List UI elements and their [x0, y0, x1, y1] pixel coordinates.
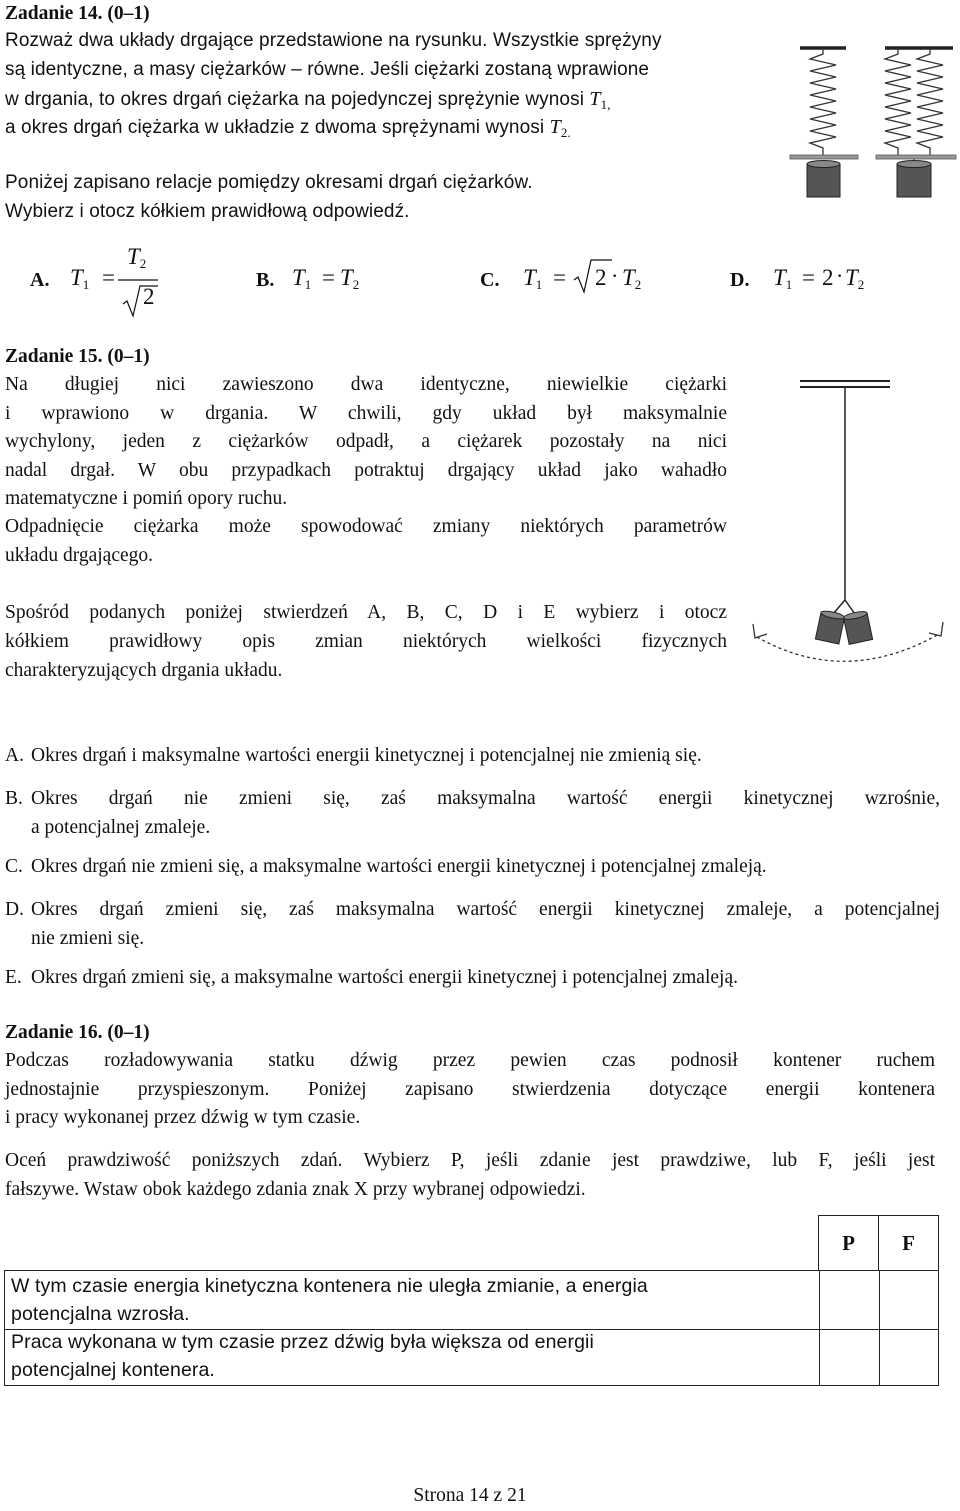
task-16-title: Zadanie 16. (0–1) — [5, 1022, 150, 1043]
answer-c-rhs — [622, 264, 641, 300]
t2-letter: T — [549, 116, 561, 138]
option-b-text-line-2: a potencjalnej zmaleje. — [31, 816, 211, 838]
index: 1 — [304, 277, 312, 292]
task-15-line-5: matematyczne i pomiń opory ruchu. — [5, 488, 288, 509]
option-a-text: Okres drgań i maksymalne wartości energii kinetycznej i potencjalnej nie zmienią się. — [31, 745, 702, 766]
equals-sign: = — [802, 265, 815, 290]
t-letter: T — [127, 244, 140, 269]
option-d-text-line-2: nie zmieni się. — [31, 927, 145, 949]
option-c-label: C. — [5, 856, 23, 877]
pf-row-2-p-cell[interactable] — [819, 1328, 879, 1385]
sqrt-two-number: 2 — [595, 265, 607, 290]
sqrt-two-number: 2 — [143, 284, 155, 309]
index: 2 — [139, 256, 147, 271]
task-16-line-3: i pracy wykonanej przez dźwig w tym czasie. — [5, 1107, 361, 1128]
task-14-text-line-2: są identyczne, a masy ciężarków – równe. Jeśli ciężarki zostaną wprawione — [5, 59, 650, 80]
task-15-line-8: Spośród podanych poniżej stwierdzeń A, B, C, D i E wybierz i otocz — [5, 602, 727, 623]
answer-c-lhs — [523, 264, 542, 300]
task-16-line-4: Oceń prawdziwość poniższych zdań. Wybierz P, jeśli zdanie jest prawdziwe, lub F, jeśli jest — [5, 1150, 935, 1171]
answer-c-label: C. — [480, 269, 500, 291]
option-e-text: Okres drgań zmieni się, a maksymalne wartości energii kinetycznej i potencjalnej zmaleją. — [31, 967, 738, 988]
pf-row-1-f-cell[interactable] — [879, 1271, 939, 1329]
t-letter: T — [292, 265, 305, 290]
option-b-text-line-1: Okres drgań nie zmieni się, zaś maksymalna wartość energii kinetycznej wzrośnie, — [31, 788, 940, 809]
index: 2 — [634, 277, 642, 292]
task-15-option-a[interactable] — [5, 742, 940, 771]
answer-b-lhs — [292, 264, 311, 300]
index: 2 — [857, 277, 865, 292]
task-15-line-10: charakteryzujących drgania układu. — [5, 660, 283, 681]
task-14-title: Zadanie 14. (0–1) — [5, 3, 150, 24]
task-14-text-line-4-text: a okres drgań ciężarka w układzie z dwoma sprężynami wynosi — [5, 117, 545, 138]
t2-index: 2. — [560, 125, 571, 140]
answer-a-numerator — [127, 243, 146, 279]
task-15-line-3: wychylony, jeden z ciężarków odpadł, a ciężarek pozostały na nici — [5, 431, 727, 452]
factor-two: 2 — [822, 265, 834, 290]
task-14-text-line-1: Rozważ dwa układy drgające przedstawione na rysunku. Wszystkie sprężyny — [5, 30, 662, 51]
multiply-dot: · — [836, 263, 844, 288]
springs-figure — [785, 40, 960, 205]
task-14-var-t1 — [589, 88, 610, 110]
task-14-instruction-line-1: Poniżej zapisano relacje pomiędzy okresami drgań ciężarków. — [5, 172, 533, 193]
column-p-header: P — [819, 1216, 879, 1271]
task-14-answers — [30, 246, 930, 316]
task-15-line-2: i wprawiono w drgania. W chwili, gdy układ był maksymalnie — [5, 403, 727, 424]
option-d-label: D. — [5, 899, 24, 920]
task-15-line-1: Na długiej nici zawieszono dwa identyczne, niewielkie ciężarki — [5, 374, 727, 395]
task-15-line-7: układu drgającego. — [5, 545, 154, 566]
t-letter: T — [622, 265, 635, 290]
index: 1 — [785, 277, 793, 292]
task-14-instruction-line-2: Wybierz i otocz kółkiem prawidłową odpowiedź. — [5, 201, 410, 222]
task-15-option-d[interactable] — [5, 896, 940, 953]
answer-b-rhs — [340, 264, 359, 300]
task-15-option-e[interactable] — [5, 964, 940, 993]
t-letter: T — [70, 265, 83, 290]
task-14-var-t2 — [550, 116, 571, 138]
task-16-line-5: fałszywe. Wstaw obok każdego zdania znak X przy wybranej odpowiedzi. — [5, 1179, 586, 1200]
pf-row-2-text-line-2: potencjalnej kontenera. — [11, 1359, 215, 1381]
task-16-line-2: jednostajnie przyspieszonym. Poniżej zapisano stwierdzenia dotyczące energii kontenera — [5, 1079, 935, 1100]
task-15-line-9: kółkiem prawidłowy opis zmian niektórych wielkości fizycznych — [5, 631, 727, 652]
task-15-line-4: nadal drgał. W obu przypadkach potraktuj drgający układ jako wahadło — [5, 460, 727, 481]
t-letter: T — [523, 265, 536, 290]
pf-row-1 — [4, 1270, 939, 1330]
answer-d-label: D. — [730, 269, 750, 291]
answer-d-lhs — [773, 264, 792, 300]
answer-d-rhs — [845, 264, 864, 300]
t-letter: T — [773, 265, 786, 290]
answer-a-label: A. — [30, 269, 50, 291]
task-16-line-1: Podczas rozładowywania statku dźwig przez pewien czas podnosił kontener ruchem — [5, 1050, 935, 1071]
multiply-dot: · — [611, 263, 619, 288]
task-14-text-line-3-text: w drgania, to okres drgań ciężarka na pojedynczej sprężynie wynosi — [5, 89, 585, 110]
t-letter: T — [845, 265, 858, 290]
option-d-text-line-1: Okres drgań zmieni się, zaś maksymalna wartość energii kinetycznej zmaleje, a potencjalnej — [31, 899, 940, 920]
task-14-text-line-4 — [5, 113, 571, 148]
index: 1 — [535, 277, 543, 292]
task-15-line-6: Odpadnięcie ciężarka może spowodować zmiany niektórych parametrów — [5, 516, 727, 537]
pf-row-2 — [4, 1328, 939, 1386]
option-b-label: B. — [5, 788, 23, 809]
pf-row-2-text-line-1: Praca wykonana w tym czasie przez dźwig była większa od energii — [11, 1331, 594, 1353]
pf-row-1-text-line-2: potencjalna wzrosła. — [11, 1303, 190, 1325]
pf-row-1-p-cell[interactable] — [819, 1271, 879, 1329]
option-a-label: A. — [5, 745, 24, 766]
t1-letter: T — [589, 88, 601, 110]
task-15-option-b[interactable] — [5, 785, 940, 842]
index: 2 — [352, 277, 360, 292]
t-letter: T — [340, 265, 353, 290]
task-15-option-c[interactable] — [5, 853, 940, 882]
equals-sign: = — [322, 265, 335, 290]
column-f-header: F — [902, 1231, 915, 1255]
page-number: Strona 14 z 21 — [413, 1485, 527, 1506]
pendulum-figure — [745, 372, 950, 692]
equals-sign: = — [553, 265, 566, 290]
index: 1 — [82, 277, 90, 292]
task-15-title: Zadanie 15. (0–1) — [5, 346, 150, 367]
t1-index: 1, — [600, 97, 611, 112]
option-e-label: E. — [5, 967, 22, 988]
equals-sign: = — [102, 265, 115, 290]
pf-header — [818, 1215, 939, 1271]
option-c-text: Okres drgań nie zmieni się, a maksymalne wartości energii kinetycznej i potencjalnej zmaleją. — [31, 856, 767, 877]
answer-b-label: B. — [256, 269, 275, 291]
answer-a-lhs — [70, 264, 89, 300]
pf-row-2-f-cell[interactable] — [879, 1328, 939, 1385]
pf-row-1-text-line-1: W tym czasie energia kinetyczna kontenera nie uległa zmianie, a energia — [11, 1275, 648, 1297]
